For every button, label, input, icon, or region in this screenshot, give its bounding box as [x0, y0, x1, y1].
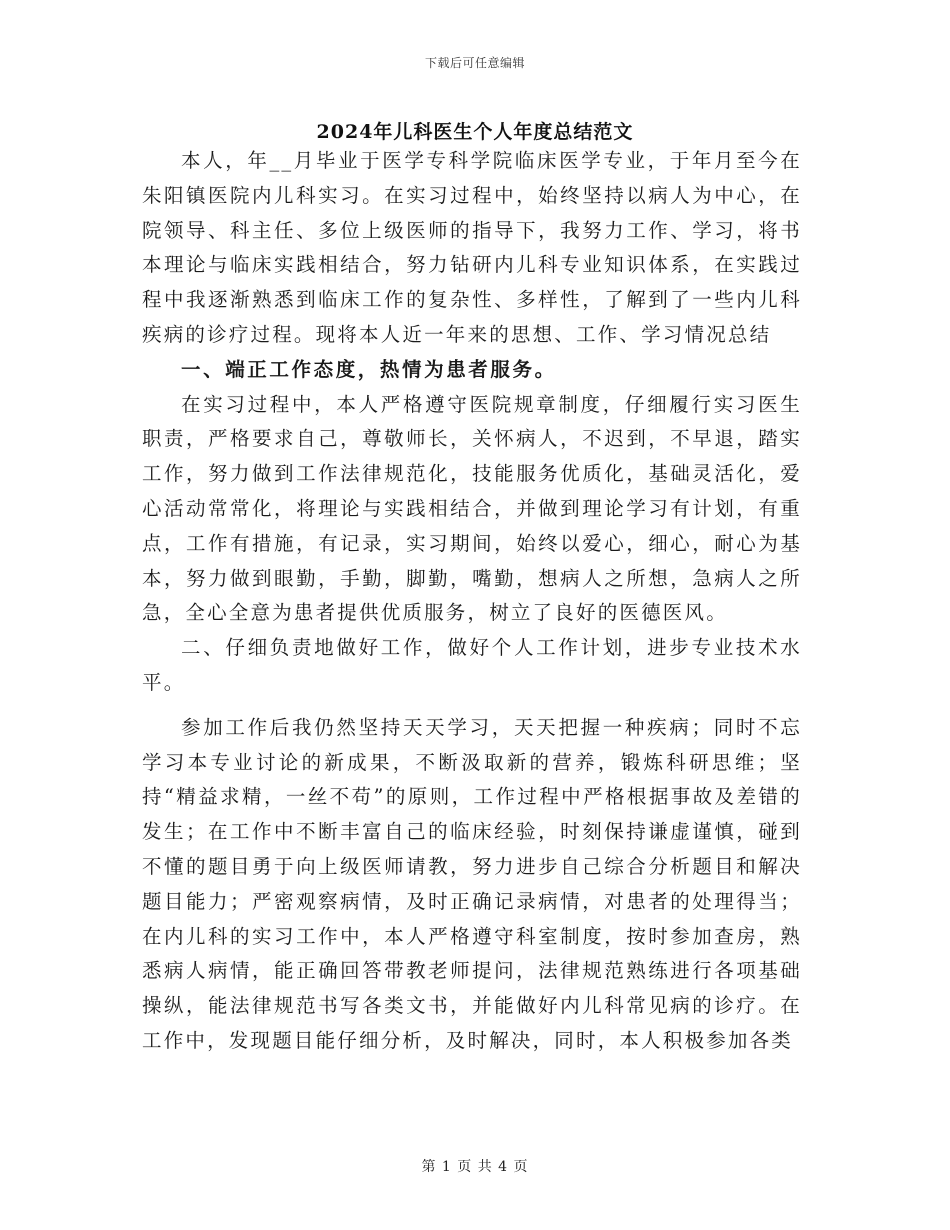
- header-note: 下载后可任意编辑: [424, 56, 525, 70]
- paragraph-section-2: 参加工作后我仍然坚持天天学习，天天把握一种疾病；同时不忘学习本专业讨论的新成果，不断汲取新的营养，锻炼科研思维；坚持“精益求精，一丝不苟”的原则，工作过程中严格根据事故及差错的发生；在工作中不断丰富自己的临床经验，时刻保持谦虚谨慎，碰到不懂的题目勇于向上级医师请教，努力进步自己综合分析题目和解决题目能力；严密观察病情，及时正确记录病情，对患者的处理得当；在内儿科的实习工作中，本人严格遵守科室制度，按时参加查房，熟悉病人病情，能正确回答带教老师提问，法律规范熟练进行各项基础操纵，能法律规范书写各类文书，并能做好内儿科常见病的诊疗。在工作中，发现题目能仔细分析，及时解决，同时，本人积极参加各类: [142, 715, 802, 1052]
- paragraph-intro: 本人，年__月毕业于医学专科学院临床医学专业，于年月至今在朱阳镇医院内儿科实习。在实习过程中，始终坚持以病人为中心，在院领导、科主任、多位上级医师的指导下，我努力工作、学习，将书本理论与临床实践相结合，努力钻研内儿科专业知识体系，在实践过程中我逐渐熟悉到临床工作的复杂性、多样性，了解到了一些内儿科疾病的诊疗过程。现将本人近一年来的思想、工作、学习情况总结: [142, 149, 802, 346]
- paragraph-section-1: 在实习过程中，本人严格遵守医院规章制度，仔细履行实习医生职责，严格要求自己，尊敬师长，关怀病人，不迟到，不早退，踏实工作，努力做到工作法律规范化，技能服务优质化，基础灵活化，爱心活动常常化，将理论与实践相结合，并做到理论学习有计划，有重点，工作有措施，有记录，实习期间，始终以爱心，细心，耐心为基本，努力做到眼勤，手勤，脚勤，嘴勤，想病人之所想，急病人之所急，全心全意为患者提供优质服务，树立了良好的医德医风。: [142, 392, 802, 625]
- section-heading-2: 二、仔细负责地做好工作，做好个人工作计划，进步专业技术水平。: [142, 636, 802, 694]
- document-title: 2024年儿科医生个人年度总结范文: [316, 121, 634, 143]
- page-number: 第 1 页 共 4 页: [421, 1159, 529, 1175]
- section-heading-1: 一、端正工作态度，热情为患者服务。: [181, 357, 557, 381]
- document-body: [142, 144, 802, 1059]
